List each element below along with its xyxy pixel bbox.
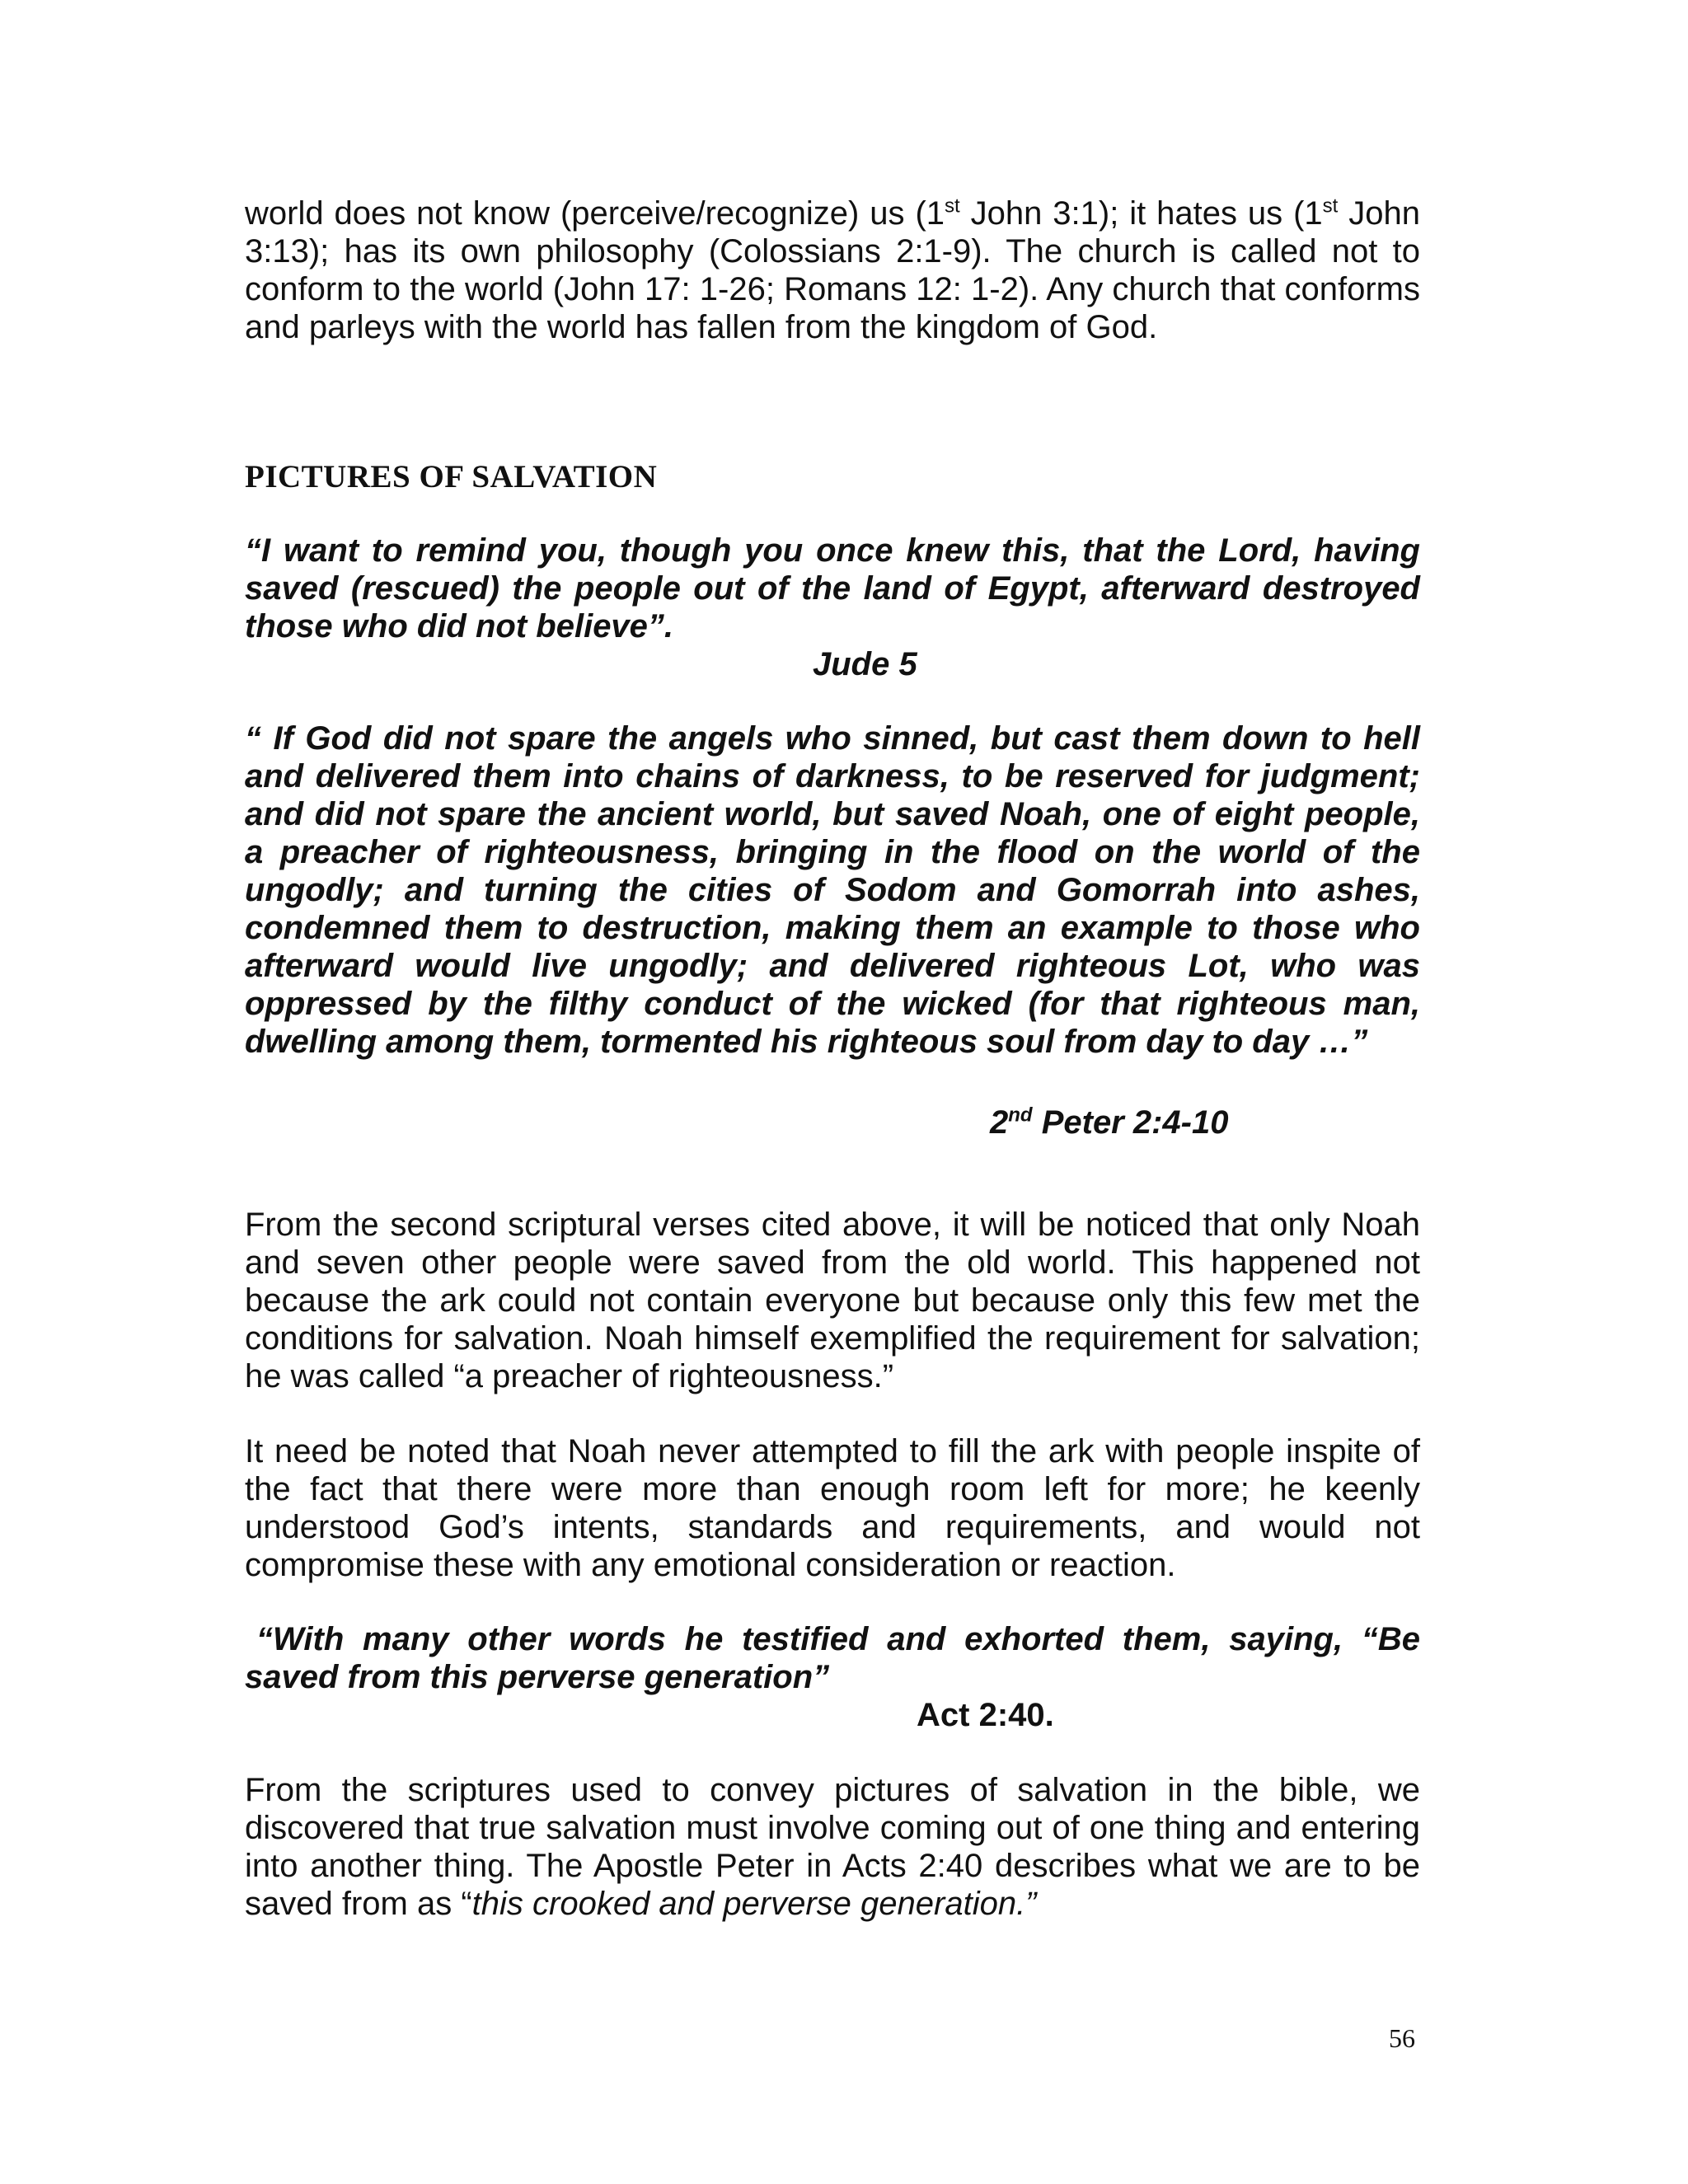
quote-jude-reference: Jude 5 (813, 646, 917, 682)
page-number: 56 (1389, 2023, 1415, 2053)
peter-ref-suffix: nd (1008, 1104, 1033, 1127)
peter-ref-number: 2 (990, 1104, 1009, 1141)
para1-sup-1: st (945, 194, 960, 218)
section-heading: PICTURES OF SALVATION (245, 459, 658, 494)
para1-text-3: John 3:13); has its own philosophy (Colossians 2:1-9). The church is called not to conform to the world (John 17: 1-26; Romans 12: 1-2). Any church that conforms and parleys with the world has fallen from the kingdom of God. (245, 195, 1421, 345)
para1-text-2: John 3:1); it hates us (1 (959, 195, 1323, 232)
peter-ref-rest: Peter 2:4-10 (1032, 1104, 1229, 1141)
para1-sup-2: st (1322, 194, 1339, 218)
quote-peter: “ If God did not spare the angels who sinned, but cast them down to hell and delivered them into chains of darkness, to be reserved for judgment; and did not spare the ancient world, but saved Noah, one of eight people, a preacher of righteousness, bringing in the flood on the world of the ungodly; and turning the cities of Sodom and Gomorrah into ashes, condemned them to destruction, making them an example to those who afterward would live ungodly; and delivered righteous Lot, who was oppressed by the filthy conduct of the wicked (for that righteous man, dwelling among them, tormented his righteous soul from day to day …” (245, 720, 1420, 1060)
quote-acts-reference: Act 2:40. (917, 1697, 1054, 1733)
quote-jude: “I want to remind you, though you once knew this, that the Lord, having saved (rescued) the people out of the land of Egypt, afterward destroyed those who did not believe”. (245, 532, 1420, 644)
paragraph-second-scriptural-verses: From the second scriptural verses cited above, it will be noticed that only Noah and seven other people were saved from the old world. This happened not because the ark could not contain everyone but because only this few met the conditions for salvation. Noah himself exemplified the requirement for salvation; he was called “a preacher of righteousness.” (245, 1207, 1420, 1394)
paragraph-world-does-not-know (245, 194, 1420, 346)
para4-italic: this crooked and perverse generation.” (471, 1886, 1037, 1922)
quote-acts: “With many other words he testified and exhorted them, saying, “Be saved from this perverse generation” (245, 1621, 1420, 1695)
paragraph-noah-never-attempted: It need be noted that Noah never attempted to fill the ark with people inspite of the fact that there were more than enough room left for more; he keenly understood God’s intents, standards and requirements, and would not compromise these with any emotional consideration or reaction. (245, 1433, 1420, 1583)
para1-text-1: world does not know (perceive/recognize) us (1 (245, 195, 945, 232)
quote-peter-reference (990, 1104, 1229, 1141)
paragraph-scriptures-used (245, 1771, 1420, 1923)
para4-text: From the scriptures used to convey pictures of salvation in the bible, we discovered that true salvation must involve coming out of one thing and entering into another thing. The Apostle Peter in Acts 2:40 describes what we are to be saved from as “ (245, 1772, 1420, 1922)
